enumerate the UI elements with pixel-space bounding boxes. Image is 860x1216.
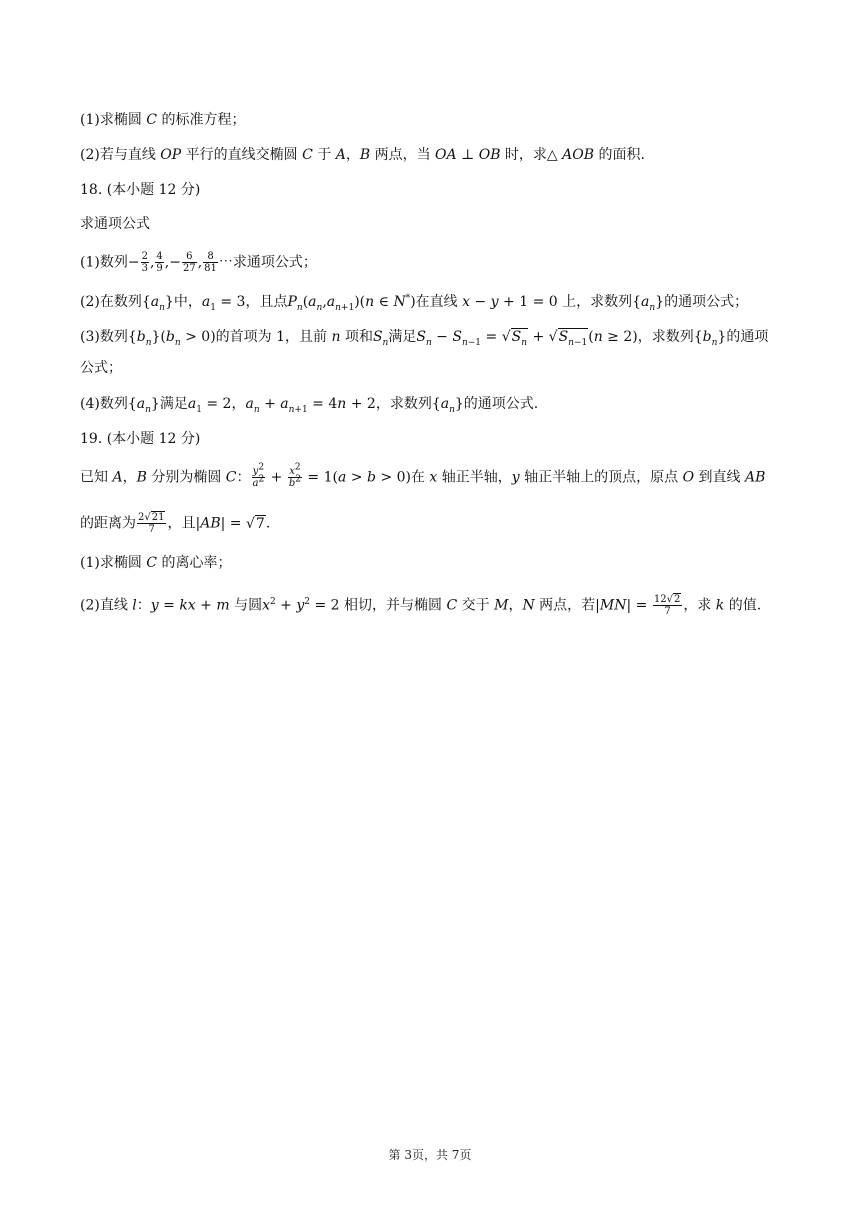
q19-stem-line2: 的距离为 $\frac{2√21}{7}$ ，且|AB| = √7.	[80, 512, 271, 535]
page-footer: 第 3页，共 7页	[388, 1148, 472, 1162]
q17-part1: (1)求椭圆 C 的标准方程；	[80, 112, 246, 128]
q19-part1: (1)求椭圆 C 的离心率；	[80, 555, 232, 571]
q18-title: 求通项公式	[80, 216, 150, 232]
q17-part2: (2)若与直线 OP 平行的直线交椭圆 C 于 A，B 两点，当 OA ⊥ OB 时，求△ AOB 的面积.	[80, 147, 645, 163]
q19-part2: (2)直线 l：y = kx + m 与圆$x^2 + y^2 = 2$ 相切，并与椭圆 C 交于 M，N 两点，若|MN| = $\frac{12√2}{7}$ ，求 k 的值.	[80, 594, 762, 617]
q18-header: 18. (本小题 12 分)	[80, 182, 201, 198]
q18-part2: (2)在数列$\{a_n\}$中，$a_1 = 3$，且点$P_n(a_n,a_{n+1})(n$ ∈ N*)在直线 x − y + 1 = 0 上，求数列$\{a_n\}$的通项公式；	[80, 293, 749, 313]
q19-header: 19. (本小题 12 分)	[80, 431, 201, 447]
q18-part3-line1: (3)数列$\{b_n\}(b_n > 0)$的首项为 1，且前 n 项和$S_n$满足$S_n - S_{n-1} = √S_n + √S_{n-1}(n \ge 2)$，求数列$\{b_n\}$的通项	[80, 329, 769, 348]
q18-part3-line2: 公式；	[80, 360, 122, 376]
q18-part4: (4)数列$\{a_n\}$满足$a_1 = 2$，$a_n + a_{n+1} = 4n + 2$，求数列$\{a_n\}$的通项公式.	[80, 396, 539, 415]
q19-stem-line1: 已知 A，B 分别为椭圆 C： $\frac{y^2}{a^2}$ + $\frac{x^2}{b^2}$ = 1(a > b > 0)在 x 轴正半轴，y 轴正半轴上的顶点，原点 O 到直线 AB	[80, 462, 766, 489]
q18-part1: (1)数列− $\frac{2}{3}$ , $\frac{4}{9}$ ,− $\frac{6}{27}$ , $\frac{8}{81}$ ⋯求通项公式；	[80, 251, 317, 274]
